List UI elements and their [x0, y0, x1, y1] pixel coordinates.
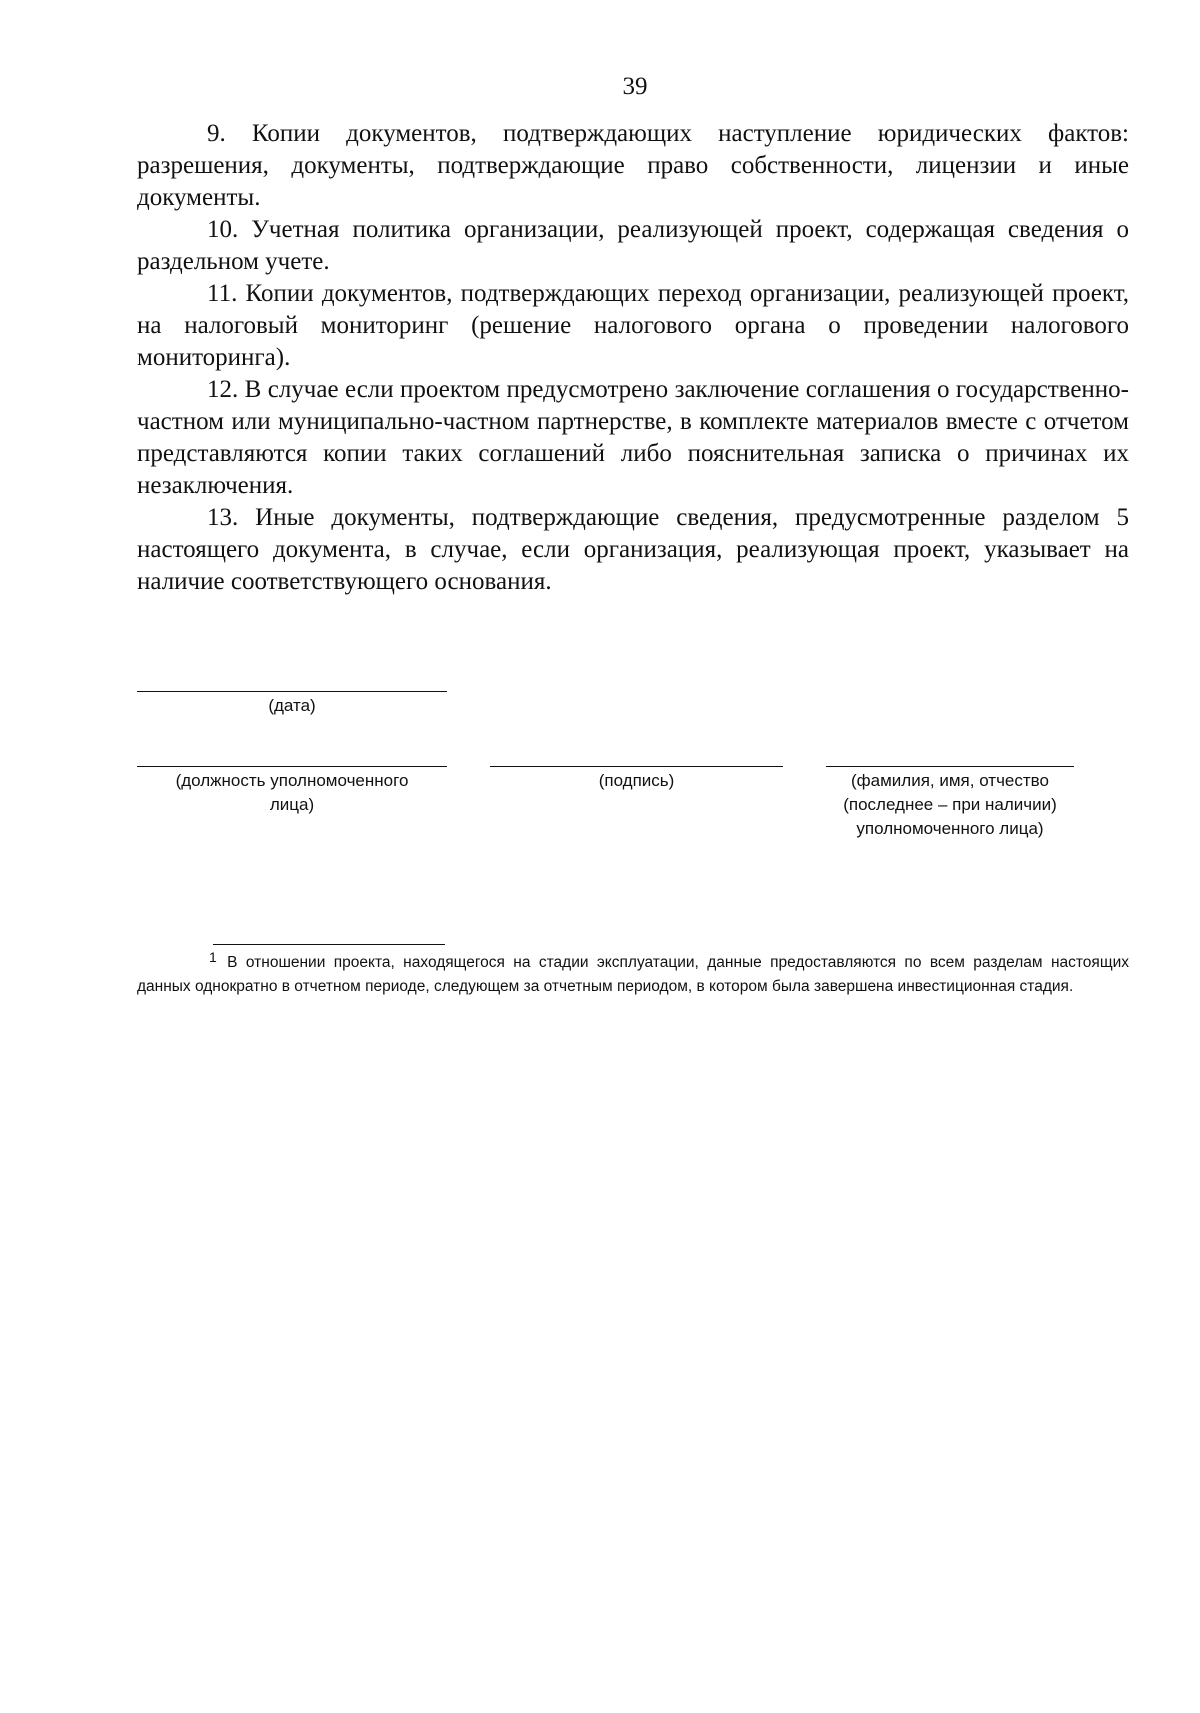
- position-caption: (должность уполномоченного лица): [175, 771, 409, 814]
- date-caption: (дата): [268, 696, 316, 715]
- paragraph-item-10: 10. Учетная политика организации, реализующей проект, содержащая сведения о раздельном учете.: [137, 216, 1129, 275]
- paragraph-item-13: 13. Иные документы, подтверждающие сведения, предусмотренные разделом 5 настоящего документа, в случае, если организация, реализующая проект, указывает на наличие соответствующего основания.: [137, 504, 1129, 595]
- name-caption: (фамилия, имя, отчество (последнее – при наличии) уполномоченного лица): [843, 771, 1057, 838]
- name-line: [826, 766, 1074, 767]
- footnote: [137, 951, 1129, 999]
- paragraph-item-9: 9. Копии документов, подтверждающих наступление юридических фактов: разрешения, документы, подтверждающие право собственности, лицензии и иные документы.: [137, 120, 1129, 211]
- footnote-text: В отношении проекта, находящегося на стадии эксплуатации, данные предоставляются по всем разделам настоящих данных однократно в отчетном периоде, следующем за отчетным периодом, в котором была завершена инвестиционная стадия.: [137, 954, 1129, 995]
- footnote-divider: [213, 944, 445, 945]
- document-body: [137, 118, 1129, 598]
- date-line: [137, 691, 447, 692]
- position-line: [137, 766, 447, 767]
- paragraph-item-12: 12. В случае если проектом предусмотрено заключение соглашения о государственно-частном или муниципально-частном партнерстве, в комплекте материалов вместе с отчетом представляются копии таких соглашений либо пояснительная записка о причинах их незаключения.: [137, 376, 1129, 499]
- page-number: 39: [622, 73, 648, 100]
- paragraph-item-11: 11. Копии документов, подтверждающих переход организации, реализующей проект, на налоговый мониторинг (решение налогового органа о проведении налогового мониторинга).: [137, 280, 1129, 371]
- footnote-marker: 1: [209, 949, 217, 965]
- signature-caption: (подпись): [598, 771, 675, 790]
- signature-line: [490, 766, 783, 767]
